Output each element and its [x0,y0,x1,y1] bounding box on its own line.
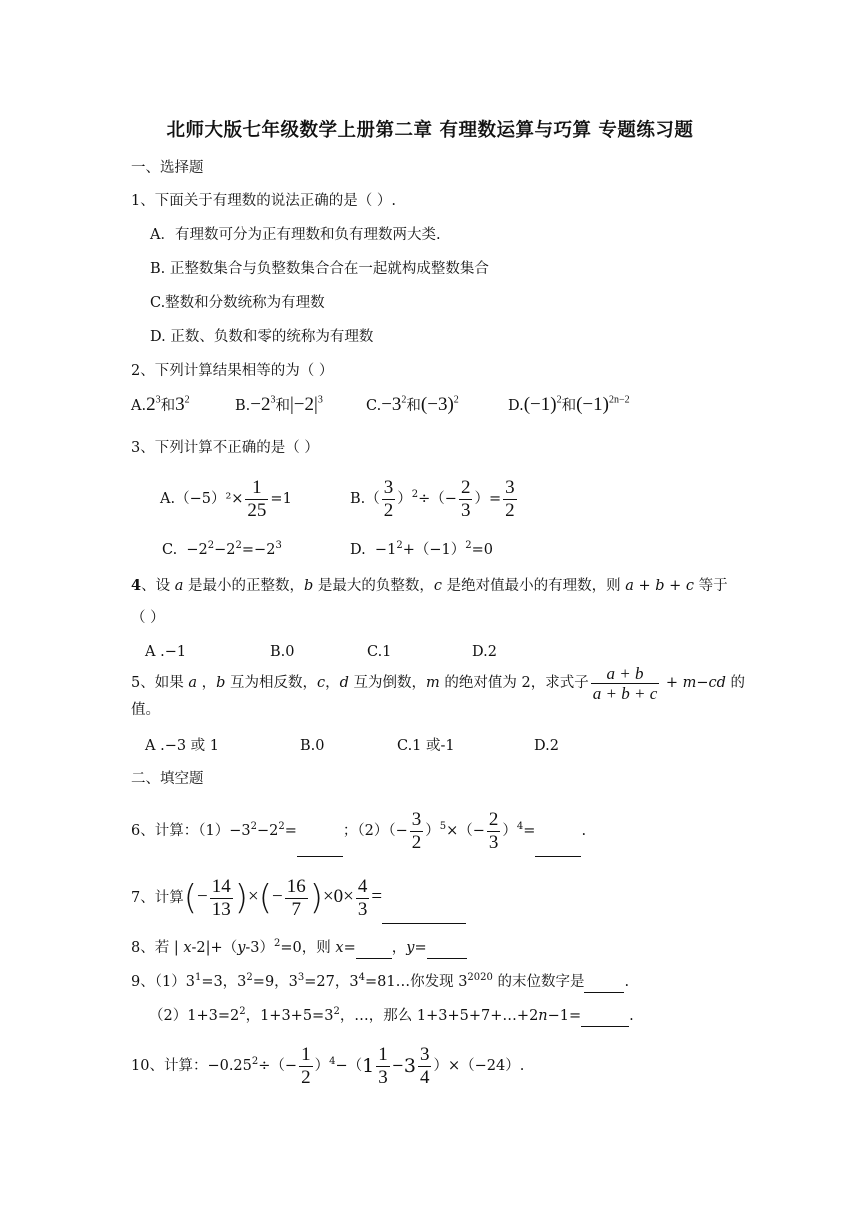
fraction-16-7: $\frac{16}{7}$ [286,875,306,920]
q5-stem-end: 值。 [131,702,160,718]
question-1: 1、下面关于有理数的说法正确的是（ ）. [131,193,396,209]
q4-answer-paren: （ ） [131,610,165,626]
fraction-1-25: $\frac{1}{25}$ [247,476,267,521]
answer-blank-x[interactable] [356,938,392,959]
question-8: 8、若 | $x-2|+(y-3)^2=0$，则 x= ，y= [131,938,467,959]
question-7: 7、计算(− $\frac{14}{13}$ )×(− $\frac{16}{7}$ )×0× $\frac{4}{3}$ = [131,872,466,922]
q5-option-b: B.0 [300,738,325,754]
section-heading-choice: 一、选择题 [131,160,204,176]
fraction-2-3: $\frac{2}{3}$ [460,476,471,521]
fraction-1-3: $\frac{1}{3}$ [378,1043,388,1088]
q4-option-d: D.2 [472,644,497,660]
question-10: 10、计算：$-0.25^2\div(-$ $\frac{1}{2}$ ）$^4$−（1 $\frac{1}{3}$ −3 $\frac{3}{4}$ ）×（−24）. [131,1043,525,1088]
fraction-3-2: $\frac{3}{2}$ [411,808,422,853]
q2-option-c: $C.-3^2$和$(-3)^2$ [366,394,459,415]
q5-option-c: C.1 或-1 [397,738,455,754]
q1-option-d: D. 正数、负数和零的统称为有理数 [150,329,374,345]
q2-option-d: $D.(-1)^2$和$(-1)^{2n-2}$ [508,394,630,415]
q3-option-d: D. $-1^2+(-1)^2=0$ [350,540,493,558]
q2-option-b: $B.-2^3$和$|-2|^3$ [235,394,323,415]
question-2: 2、下列计算结果相等的为（ ） [131,363,334,379]
q4-option-a: A .−1 [145,644,187,660]
answer-blank[interactable] [297,806,343,857]
fraction-3-4: $\frac{3}{4}$ [419,1043,430,1088]
question-3: 3、下列计算不正确的是（ ） [131,440,319,456]
q1-option-c: C.整数和分数统称为有理数 [150,295,325,311]
answer-blank[interactable] [584,972,624,993]
question-4: 4、设 a 是最小的正整数，b 是最大的负整数，c 是绝对值最小的有理数，则 a + b + c 等于 [131,577,728,594]
q4-option-c: C.1 [367,644,392,660]
q3-option-b: B.（ $\frac{3}{2}$ ）$^2$÷（− $\frac{2}{3}$ ）= $\frac{3}{2}$ [350,476,515,521]
q2-option-a: $A.2^3$和$3^2$ [131,394,190,415]
q5-option-a: A .−3 或 1 [145,738,220,754]
fraction-1-2: $\frac{1}{2}$ [301,1043,311,1088]
q5-option-d: D.2 [534,738,559,754]
section-heading-fill: 二、填空题 [131,771,204,787]
fraction-2-3: $\frac{2}{3}$ [488,808,499,853]
answer-blank[interactable] [535,806,581,857]
answer-blank[interactable] [382,873,466,924]
fraction-expression: $\frac{a + b}{a + b + c}$ [592,663,658,703]
q4-option-b: B.0 [270,644,295,660]
question-5: 5、如果 a ，b 互为相反数，c，d 互为倒数，m 的绝对值为 2，求式子 $\frac{a + b}{a + b + c}$ + m−cd 的 [131,663,746,703]
fraction-3-2: $\frac{3}{2}$ [383,476,394,521]
answer-blank-y[interactable] [427,938,467,959]
question-9-part-2: $(2)1+3=2^2$，$1+3+5=3^2$，…，那么 1+3+5+7+…+2n−1= . [149,1006,634,1027]
q3-option-c: C. $-2^2-2^2=-2^3$ [162,540,282,558]
answer-blank[interactable] [581,1006,629,1027]
q1-option-b: B. 正整数集合与负整数集合合在一起就构成整数集合 [150,261,489,277]
fraction-14-13: $\frac{14}{13}$ [211,875,231,920]
document-title: 北师大版七年级数学上册第二章 有理数运算与巧算 专题练习题 [166,120,694,141]
question-6: 6、计算：$(1)-3^2-2^2=$ ；（2）（− $\frac{3}{2}$ ）$^5$×（− $\frac{2}{3}$ ）$^4$= . [131,806,586,856]
q3-option-a: A.（−5）²× $\frac{1}{25}$ =1 [160,476,292,521]
question-9-part-1: 9、$(1)3^1=3$，$3^2=9$，$3^3=27$，$3^4=81\dots$你发现 $3^{2020}$ 的末位数字是 . [131,972,629,993]
fraction-3-2-result: $\frac{3}{2}$ [505,476,515,521]
q1-option-a: A．有理数可分为正有理数和负有理数两大类. [150,227,441,243]
fraction-4-3: $\frac{4}{3}$ [357,875,368,920]
